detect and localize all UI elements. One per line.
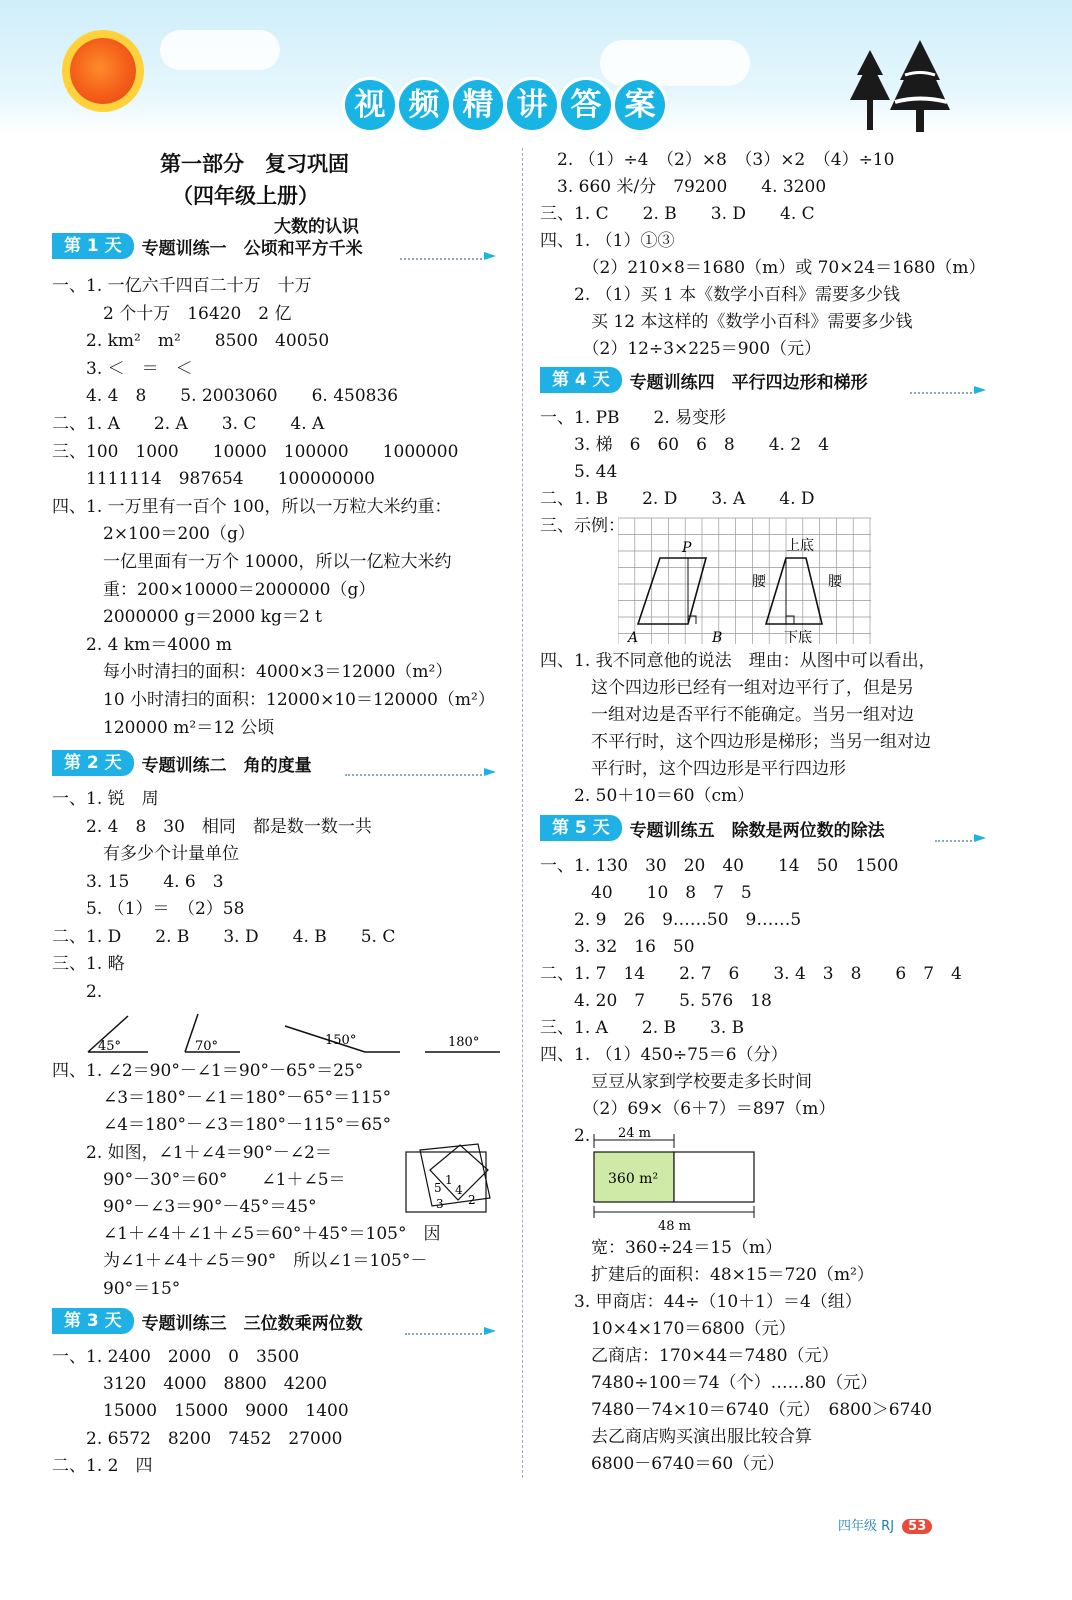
part-title: 第一部分 复习巩固 [160,152,349,176]
answer-line: 三、示例： [540,516,625,536]
answer-line: ∠1＋∠4＋∠1＋∠5＝60°＋45°＝105° 因 [52,1224,441,1245]
answer-line: 二、1. 2 四 [52,1455,153,1476]
snow-tree-icon [835,40,965,135]
length-label: 48 m [658,1219,692,1234]
title-char: 视 [345,80,395,130]
answer-line: 6800－6740＝60（元） [540,1454,785,1474]
answer-line: 2000000 g＝2000 kg＝2 t [52,607,322,628]
answer-line: 不平行时，这个四边形是梯形；当另一组对边 [540,732,931,752]
length-label: 24 m [618,1126,652,1141]
title-char: 案 [615,80,665,130]
answer-line: 3. 660 米/分 79200 4. 3200 [540,177,827,197]
answer-line: （2）12÷3×225＝900（元） [540,339,822,359]
answer-line: 豆豆从家到学校要走多长时间 [540,1072,812,1092]
answer-line: ∠3＝180°－∠1＝180°－65°＝115° [52,1088,392,1109]
divider [935,840,972,842]
edition-label: RJ [881,1519,895,1534]
figure-label: 4 [455,1183,463,1197]
answer-line: 去乙商店购买演出服比较合算 [540,1427,812,1447]
answer-line: 3. ＜ ＝ ＜ [52,358,193,379]
answer-line: 90°－30°＝60° ∠1＋∠5＝ [52,1169,346,1190]
header-banner [0,0,1072,135]
angle-label: 45° [98,1039,122,1054]
answer-line: （2）69×（6＋7）＝897（m） [540,1099,836,1119]
answer-line: 宽：360÷24＝15（m） [540,1238,783,1258]
answer-line: 2×100＝200（g） [52,524,255,545]
arrow-icon [484,1327,496,1335]
answer-line: 2. 如图，∠1＋∠4＝90°－∠2＝ [52,1142,332,1163]
answer-line: 5. （1）＝ （2）58 [52,899,245,919]
answer-line: 4. 20 7 5. 576 18 [540,991,772,1011]
day-tag: 第 1 天 [52,233,134,259]
answer-line: 3. 32 16 50 [540,937,695,957]
figure-label: 5 [434,1181,442,1195]
day-tag: 第 4 天 [540,367,622,393]
answer-line: 3. 梯 6 60 6 8 4. 2 4 [540,435,829,455]
answer-line: 一、1. 一亿六千四百二十万 十万 [52,276,312,296]
answer-line: 一亿里面有一万个 10000，所以一亿粒大米约 [52,552,452,572]
rectangle-area-figure [588,1126,768,1236]
section-title: 专题训练一 公顷和平方千米 [141,238,363,259]
answer-line: 扩建后的面积：48×15＝720（m²） [540,1265,874,1285]
trapezoid-label: 上底 [786,538,814,554]
title-char: 答 [561,80,611,130]
angle-label: 70° [195,1039,219,1054]
answer-line: 这个四边形已经有一组对边平行了，但是另 [540,678,914,698]
section-title: 专题训练三 三位数乘两位数 [141,1313,363,1334]
answer-line: 重：200×10000＝2000000（g） [52,579,376,600]
answer-line: 三、1. 略 [52,954,125,974]
page-footer [838,1515,932,1534]
answer-line: 2 个十万 16420 2 亿 [52,303,292,324]
divider [345,774,482,776]
arrow-icon [974,386,986,394]
answer-line: （2）210×8＝1680（m）或 70×24＝1680（m） [540,258,986,278]
answer-line: 一、1. 2400 2000 0 3500 [52,1347,300,1367]
figure-label: 2 [468,1193,476,1207]
answer-line: 平行时，这个四边形是平行四边形 [540,759,846,779]
answer-line: 三、1. A 2. B 3. B [540,1018,745,1038]
point-label: P [682,540,692,556]
answer-line: 2. 50＋10＝60（cm） [540,786,755,806]
answer-line: 一、1. 130 30 20 40 14 50 1500 [540,856,899,876]
answer-line: 5. 44 [540,462,618,482]
angle-figures [80,1008,510,1058]
answer-line: 四、1. 一万里有一百个 100，所以一万粒大米约重： [52,496,452,517]
grid-figure [618,516,878,646]
cloud-icon [160,30,280,70]
answer-line: 3120 4000 8800 4200 [52,1374,328,1395]
answer-line: 乙商店：170×44＝7480（元） [540,1346,839,1366]
answer-line: 3. 15 4. 6 3 [52,871,224,892]
answer-line: 二、1. 7 14 2. 7 6 3. 4 3 8 6 7 4 [540,964,962,984]
answer-line: 2. [540,1126,591,1146]
answer-line: 三、1. C 2. B 3. D 4. C [540,204,815,224]
divider [400,258,482,260]
answer-line: 10×4×170＝6800（元） [540,1319,796,1339]
answer-line: 四、1. 我不同意他的说法 理由：从图中可以看出， [540,651,936,671]
answer-line: 4. 4 8 5. 2003060 6. 450836 [52,386,399,407]
answer-line: 三、100 1000 10000 100000 1000000 [52,441,459,462]
answer-line: 2. 9 26 9……50 9……5 [540,910,802,930]
answer-line: 四、1. （1）450÷75＝6（分） [540,1045,788,1065]
answer-line: 一、1. 锐 周 [52,789,159,809]
answer-line: 为∠1＋∠4＋∠5＝90° 所以∠1＝105°－ [52,1251,428,1272]
angle-label: 150° [325,1033,357,1048]
section-title: 专题训练二 角的度量 [141,755,312,776]
figure-label: 1 [445,1173,453,1187]
divider [405,1333,482,1335]
answer-line: 40 10 8 7 5 [540,883,752,903]
day-tag: 第 5 天 [540,815,622,841]
answer-line: 10 小时清扫的面积：12000×10＝120000（m²） [52,690,495,710]
answer-line: 二、1. B 2. D 3. A 4. D [540,489,815,509]
point-label: B [712,630,723,646]
angle-label: 180° [448,1035,480,1050]
column-divider [522,148,523,1478]
answer-line: 90°＝15° [52,1278,181,1299]
day-tag: 第 2 天 [52,750,134,776]
arrow-icon [974,834,986,842]
answer-line: ∠4＝180°－∠3＝180°－115°＝65° [52,1115,392,1136]
answer-line: 2. （1）买 1 本《数学小百科》需要多少钱 [540,285,901,305]
answer-line: 2. 4 km＝4000 m [52,634,233,655]
divider [910,392,972,394]
trapezoid-label: 下底 [784,630,812,646]
title-char: 频 [399,80,449,130]
answer-line: 2. km² m² 8500 40050 [52,331,330,352]
title-char: 讲 [507,80,557,130]
answer-line: 120000 m²＝12 公顷 [52,717,275,738]
trapezoid-label: 腰 [828,574,842,590]
answer-line: 3. 甲商店：44÷（10＋1）＝4（组） [540,1292,862,1312]
section-top-title: 大数的认识 [274,217,359,237]
answer-line: 7480÷100＝74（个）……80（元） [540,1373,878,1393]
arrow-icon [484,768,496,776]
answer-line: 有多少个计量单位 [52,844,239,864]
page-title [345,80,665,130]
title-char: 精 [453,80,503,130]
answer-line: 一、1. PB 2. 易变形 [540,408,727,428]
answer-line: 2. 4 8 30 相同 都是数一数一共 [52,816,372,837]
section-header-day3 [52,1308,363,1334]
section-header-day1 [52,233,363,259]
answer-line: 买 12 本这样的《数学小百科》需要多少钱 [540,312,913,332]
section-header-day4 [540,367,868,393]
section-title: 专题训练五 除数是两位数的除法 [629,820,885,841]
answer-line: 四、1. ∠2＝90°－∠1＝90°－65°＝25° [52,1061,364,1081]
area-label: 360 m² [608,1171,659,1187]
point-label: A [628,630,639,646]
answer-line: 1111114 987654 100000000 [52,469,375,490]
section-title: 专题训练四 平行四边形和梯形 [629,372,868,393]
day-tag: 第 3 天 [52,1308,134,1334]
sun-icon [70,38,136,104]
answer-line: 7480－74×10＝6740（元） 6800＞6740 [540,1400,933,1420]
page-number: 53 [902,1519,932,1534]
answer-line: 每小时清扫的面积：4000×3＝12000（m²） [52,662,453,683]
answer-line: 二、1. A 2. A 3. C 4. A [52,414,325,434]
section-header-day5 [540,815,885,841]
answer-line: 二、1. D 2. B 3. D 4. B 5. C [52,926,396,947]
arrow-icon [484,252,496,260]
grade-label: 四年级 [838,1519,878,1534]
trapezoid-label: 腰 [752,574,766,590]
answer-line: 2. [52,981,103,1002]
part-subtitle: （四年级上册） [172,184,319,208]
answer-line: 2. （1）÷4 （2）×8 （3）×2 （4）÷10 [540,150,895,170]
answer-line: 四、1. （1）①③ [540,231,675,251]
answer-line: 15000 15000 9000 1400 [52,1401,349,1422]
answer-line: 2. 6572 8200 7452 27000 [52,1428,343,1449]
section-header-day2 [52,750,312,776]
figure-label: 3 [436,1197,444,1211]
answer-line: 一组对边是否平行不能确定。当另一组对边 [540,705,914,725]
answer-line: 90°－∠3＝90°－45°＝45° [52,1197,317,1217]
rotated-rectangles-figure [400,1140,500,1218]
